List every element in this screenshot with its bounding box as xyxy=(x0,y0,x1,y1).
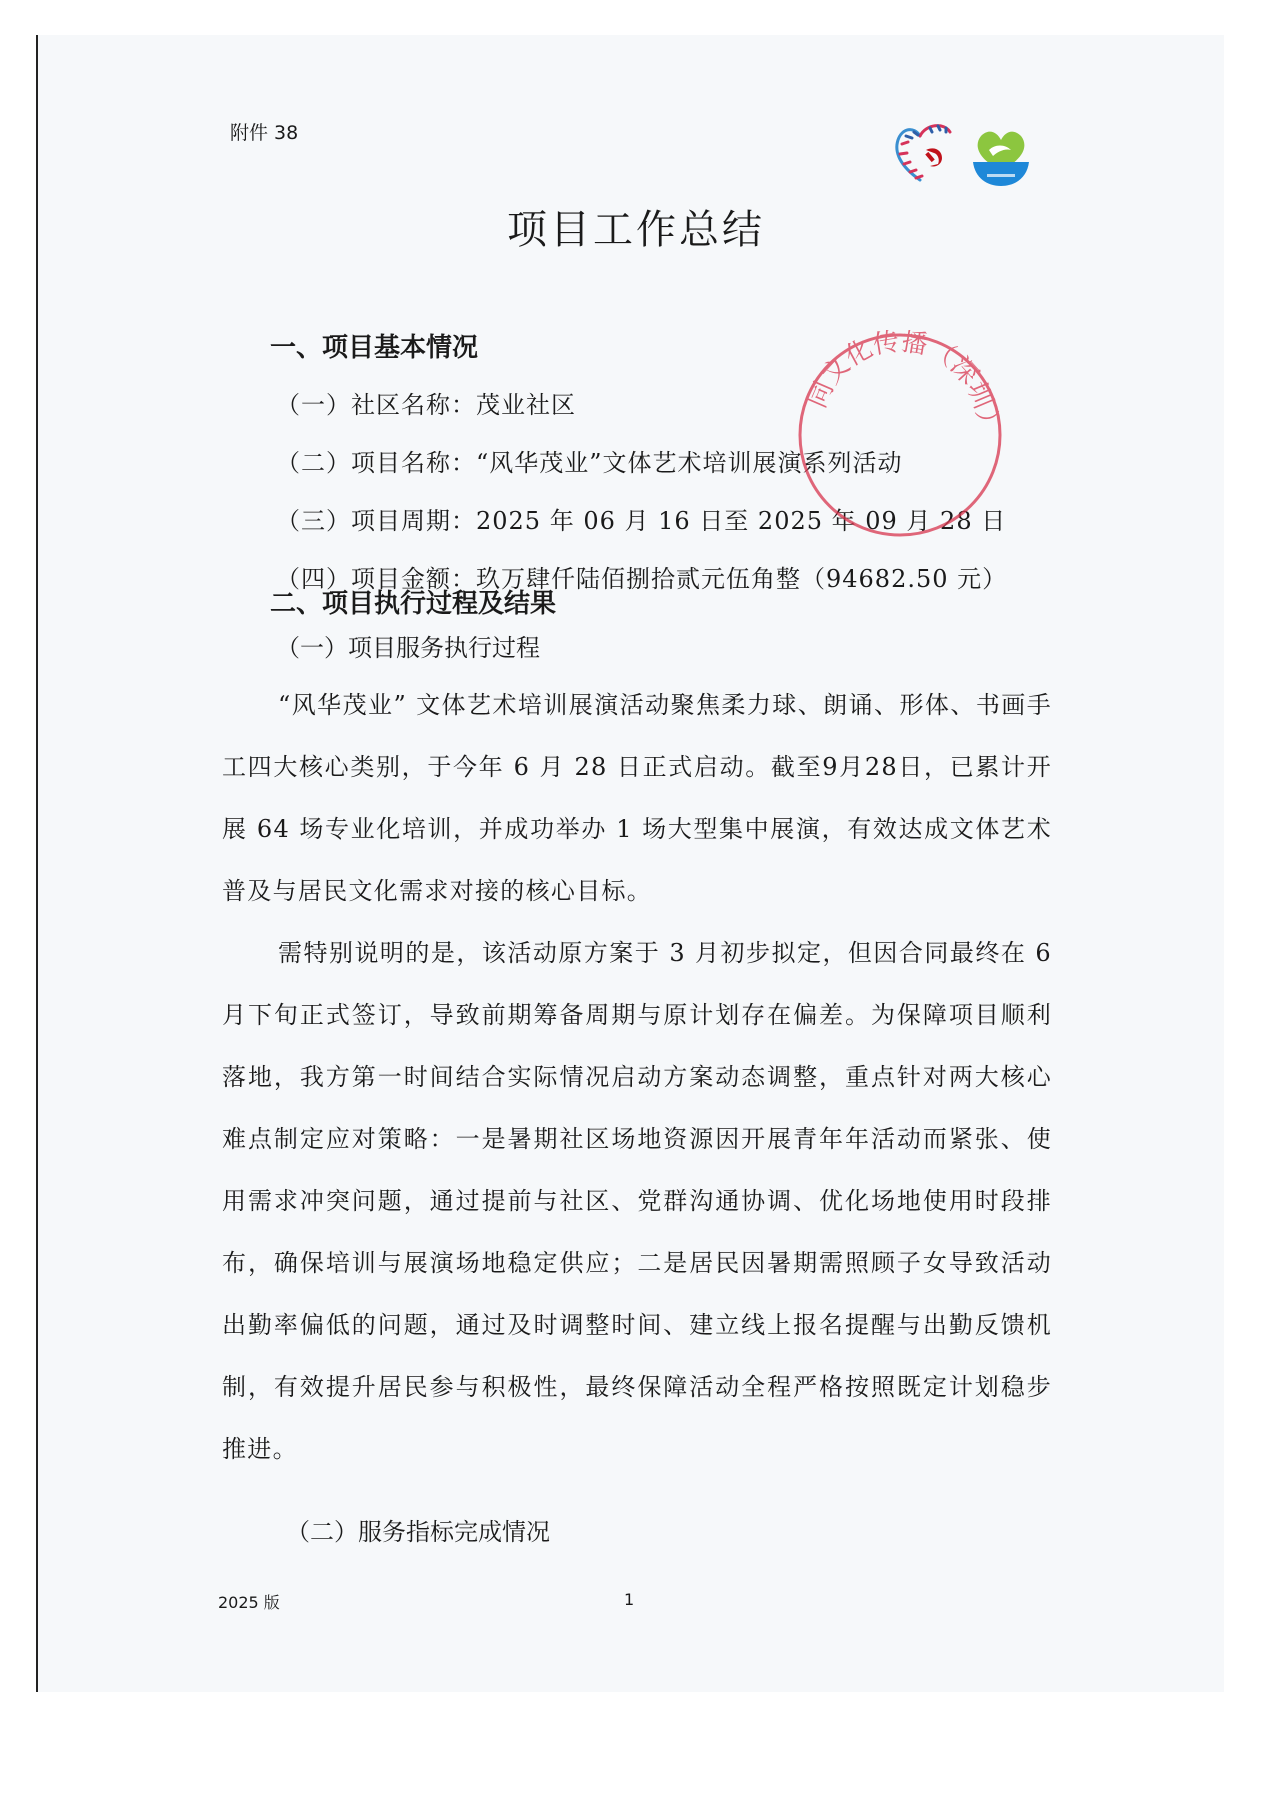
section-1-heading: 一、项目基本情况 xyxy=(270,333,479,363)
page-title: 项目工作总结 xyxy=(507,207,765,253)
attachment-label: 附件 38 xyxy=(230,122,299,144)
paragraph-adjustment xyxy=(222,922,1052,1480)
official-seal-stamp xyxy=(795,330,1005,540)
paragraph-text: 需特别说明的是，该活动原方案于 3 月初步拟定，但因合同最终在 6 月下旬正式签订，导致前期筹备周期与原计划存在偏差。为保障项目顺利落地，我方第一时间结合实际情况启动方案动态调整，重点针对两大核心难点制定应对策略：一是暑期社区场地资源因开展青年年活动而紧张、使用需求冲突问题，通过提前与社区、党群沟通协调、优化场地使用时段排布，确保培训与展演场地稳定供应；二是居民因暑期需照顾子女导致活动出勤率偏低的问题，通过及时调整时间、建立线上报名提醒与出勤反馈机制，有效提升居民参与积极性，最终保障活动全程严格按照既定计划稳步推进。 xyxy=(222,939,1052,1463)
field-label: （四）项目金额： xyxy=(276,565,476,593)
community-care-logo-icon xyxy=(965,122,1037,194)
subsection-2-heading: （二）服务指标完成情况 xyxy=(286,1518,550,1546)
subsection-1-heading: （一）项目服务执行过程 xyxy=(276,634,540,662)
svg-text:同文化传播（深圳） xyxy=(802,330,1002,437)
field-label: （三）项目周期： xyxy=(276,507,476,535)
field-value: 玖万肆仟陆佰捌拾贰元伍角整（94682.50 元） xyxy=(476,565,1008,593)
field-value: 2025 年 06 月 16 日至 2025 年 09 月 28 日 xyxy=(476,507,1007,535)
field-value: 茂业社区 xyxy=(476,391,576,419)
paragraph-execution xyxy=(222,674,1052,922)
basic-info-community xyxy=(276,385,576,420)
field-value: “风华茂业”文体艺术培训展演系列活动 xyxy=(476,449,903,477)
field-label: （二）项目名称： xyxy=(276,449,476,477)
section-2-heading: 二、项目执行过程及结果 xyxy=(270,589,557,619)
paragraph-text: “风华茂业” 文体艺术培训展演活动聚焦柔力球、朗诵、形体、书画手工四大核心类别，于今年 6 月 28 日正式启动。截至9月28日，已累计开展 64 场专业化培训，并成功举办 1 场大型集中展演，有效达成文体艺术普及与居民文化需求对接的核心目标。 xyxy=(222,691,1052,905)
party-heart-logo-icon xyxy=(890,120,956,188)
stamp-text: 同文化传播（深圳） xyxy=(802,330,1002,438)
page-number: 1 xyxy=(624,1590,635,1609)
footer-version: 2025 版 xyxy=(218,1593,280,1612)
field-label: （一）社区名称： xyxy=(276,391,476,419)
